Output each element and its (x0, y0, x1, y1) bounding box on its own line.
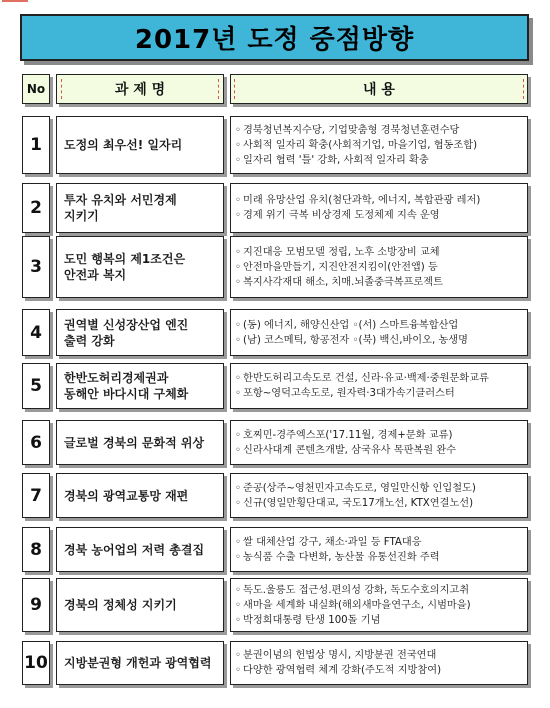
content-bullet: ◦ (남) 코스메틱, 항공전자 ◦(북) 백신,바이오, 농생명 (235, 333, 527, 348)
row-title: 한반도허리경제권과 동해안 바다시대 구체화 (64, 371, 189, 401)
table-row (0, 236, 550, 298)
content-bullet: ◦ 박정희대통령 탄생 100돌 기념 (235, 613, 527, 628)
row-content-lines (231, 528, 527, 571)
row-title-cell (56, 183, 224, 233)
content-bullet: ◦ 한반도허리고속도로 건설, 신라·유교·백제·중원문화교류 (235, 371, 527, 386)
content-bullet: ◦ 경제 위기 극복 비상경제 도정체제 지속 운영 (235, 208, 527, 223)
content-bullet: ◦ 지진대응 모범모델 정립, 노후 소방장비 교체 (235, 245, 527, 260)
row-title: 도정의 최우선! 일자리 (64, 138, 183, 152)
header-content-label: 내 용 (363, 82, 395, 98)
row-title: 도민 행복의 제1조건은 안전과 복지 (64, 252, 186, 282)
row-title-cell (56, 309, 224, 356)
row-title: 지방분권형 개헌과 광역협력 (64, 656, 212, 670)
row-title: 경북 농어업의 저력 총결집 (64, 542, 205, 557)
table-row (0, 363, 550, 409)
row-title-cell (56, 578, 224, 632)
row-number: 10 (24, 653, 48, 673)
content-bullet: ◦ 다양한 광역협력 체계 강화(주도적 지방참여) (235, 663, 527, 678)
row-content-lines (231, 117, 527, 173)
table-row (0, 309, 550, 356)
row-number: 6 (30, 432, 42, 453)
row-title: 글로벌 경북의 문화적 위상 (64, 435, 205, 450)
row-content-cell (230, 116, 528, 174)
row-no-cell (22, 641, 50, 685)
content-bullet: ◦ 사회적 일자리 확충(사회적기업, 마을기업, 협동조합) (235, 138, 527, 153)
page-title: 2017년 도정 중점방향 (134, 25, 415, 55)
content-bullet: ◦ 호찌민-경주엑스포('17.11월, 경제+문화 교류) (235, 428, 527, 443)
row-content-cell (230, 183, 528, 233)
row-content-cell (230, 473, 528, 518)
row-content-lines (231, 184, 527, 232)
row-no-cell (22, 116, 50, 174)
content-bullet: ◦ 복지사각재대 해소, 치매.뇌졸중극복프로젝트 (235, 275, 527, 290)
row-content-cell (230, 363, 528, 409)
table-row (0, 641, 550, 685)
row-content-cell (230, 578, 528, 632)
row-no-cell (22, 363, 50, 409)
row-content-lines (231, 642, 527, 684)
row-no-cell (22, 527, 50, 572)
row-content-lines (231, 474, 527, 517)
row-title-cell (56, 363, 224, 409)
row-content-lines (231, 579, 527, 631)
row-number: 7 (30, 485, 42, 506)
row-number: 8 (30, 539, 42, 560)
row-content-lines (231, 364, 527, 408)
row-content-cell (230, 641, 528, 685)
row-number: 5 (30, 376, 42, 396)
row-content-lines (231, 421, 527, 464)
row-number: 4 (30, 322, 42, 343)
content-bullet: ◦ 쌀 대체산업 강구, 채소·과일 등 FTA대응 (235, 535, 527, 550)
content-bullet: ◦ 분권이념의 헌법상 명시, 지방분권 전국연대 (235, 648, 527, 663)
title-banner (20, 14, 529, 61)
row-title: 경북의 정체성 지키기 (64, 598, 177, 612)
header-title-label: 과 제 명 (114, 82, 166, 98)
content-bullet: ◦ 미래 유망산업 유치(첨단과학, 에너지, 복합관광 레저) (235, 193, 527, 208)
row-title-cell (56, 527, 224, 572)
content-bullet: ◦ (동) 에너지, 해양신산업 ◦(서) 스마트융복합산업 (235, 318, 527, 333)
row-title-cell (56, 473, 224, 518)
row-title-cell (56, 641, 224, 685)
row-content-cell (230, 236, 528, 298)
content-bullet: ◦ 일자리 협력 '틀' 강화, 사회적 일자리 확충 (235, 153, 527, 168)
row-content-lines (231, 237, 527, 297)
row-title-cell (56, 116, 224, 174)
table-row (0, 116, 550, 174)
content-bullet: ◦ 안전마을만들기, 지진안전지킴이(안전앱) 등 (235, 260, 527, 275)
row-no-cell (22, 578, 50, 632)
content-bullet: ◦ 신규(영일만횡단대교, 국도17개노선, KTX연결노선) (235, 496, 527, 511)
content-bullet: ◦ 새마을 세계화 내실화(해외새마을연구소, 시범마을) (235, 598, 527, 613)
row-number: 9 (30, 595, 42, 615)
table-row (0, 473, 550, 518)
row-number: 3 (30, 257, 42, 277)
row-number: 2 (30, 198, 42, 218)
header-no-label: No (26, 82, 46, 96)
content-bullet: ◦ 독도.울릉도 접근성.편의성 강화, 독도수호의지고취 (235, 583, 527, 598)
row-no-cell (22, 236, 50, 298)
top-edge-mark (2, 0, 28, 2)
row-no-cell (22, 473, 50, 518)
row-no-cell (22, 309, 50, 356)
row-title: 권역별 신성장산업 엔진 출력 강화 (64, 317, 189, 348)
table-header (0, 74, 550, 104)
content-bullet: ◦ 농식품 수출 다변화, 농산물 유통선진화 주력 (235, 550, 527, 565)
content-bullet: ◦ 경북청년복지수당, 기업맞춤형 경북청년훈련수당 (235, 123, 527, 138)
header-content (230, 74, 528, 104)
row-content-lines (231, 310, 527, 355)
row-title: 투자 유치와 서민경제 지키기 (64, 193, 177, 223)
row-no-cell (22, 183, 50, 233)
content-bullet: ◦ 신라사대계 콘텐츠개발, 삼국유사 목판복원 완수 (235, 443, 527, 458)
row-no-cell (22, 420, 50, 465)
header-no (22, 74, 50, 104)
row-title: 경북의 광역교통망 재편 (64, 488, 189, 503)
content-bullet: ◦ 준공(상주~영천민자고속도로, 영일만신항 인입철도) (235, 481, 527, 496)
table-row (0, 420, 550, 465)
row-content-cell (230, 309, 528, 356)
row-content-cell (230, 420, 528, 465)
header-title (56, 74, 224, 104)
table-row (0, 578, 550, 632)
row-title-cell (56, 236, 224, 298)
table-row (0, 183, 550, 233)
row-content-cell (230, 527, 528, 572)
row-title-cell (56, 420, 224, 465)
row-number: 1 (30, 135, 42, 155)
table-row (0, 527, 550, 572)
content-bullet: ◦ 포항~영덕고속도로, 원자력·3대가속기클러스터 (235, 386, 527, 401)
